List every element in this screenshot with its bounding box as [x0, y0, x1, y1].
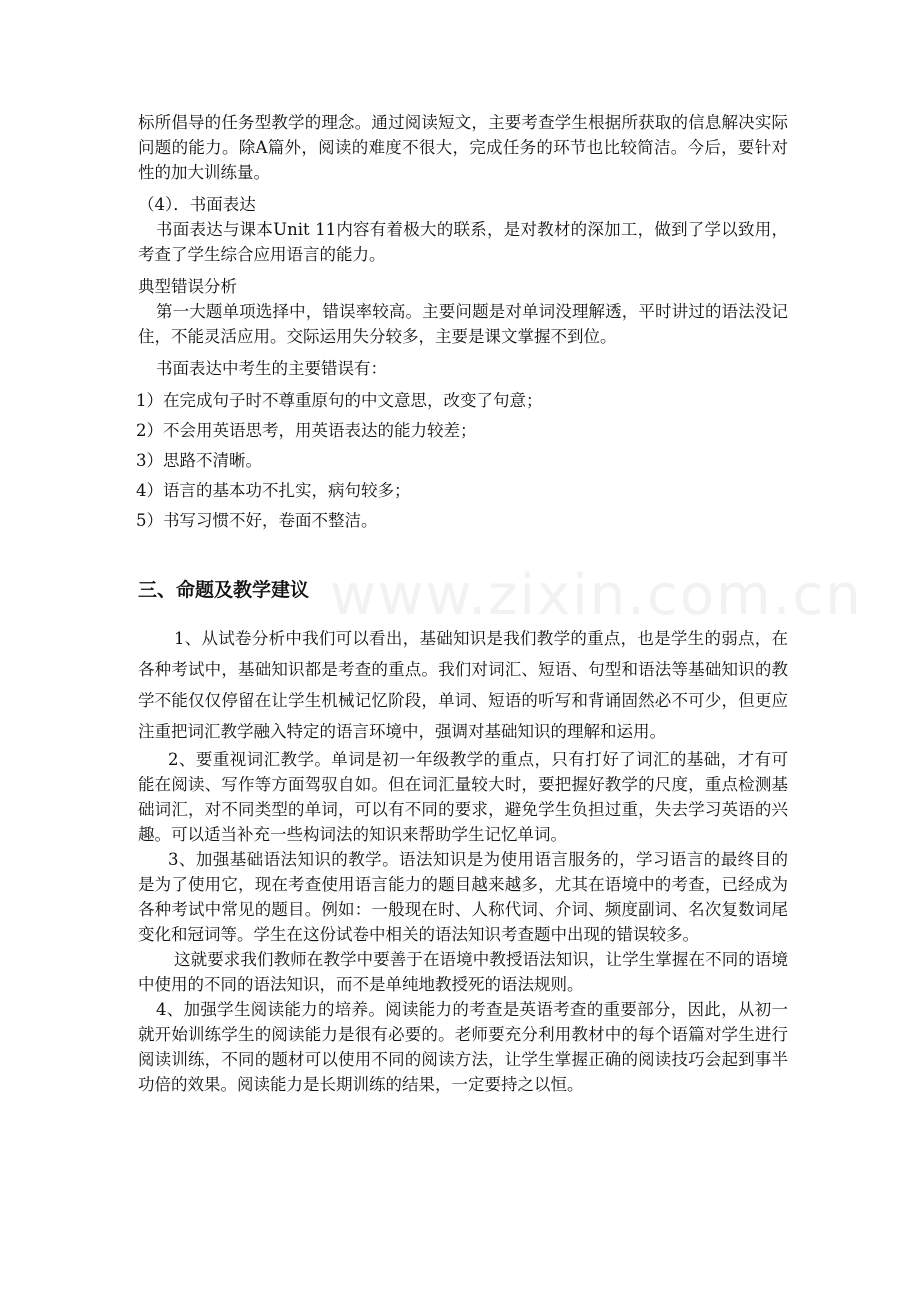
- list-item: 3）思路不清晰。: [136, 451, 262, 470]
- suggestion-paragraph: 3、加强基础语法知识的教学。语法知识是为使用语言服务的，学习语言的最终目的是为了使用它，现在考查使用语言能力的题目越来越多，尤其在语境中的考查，已经成为各种考试中常见的题目。例如：一般现在时、人称代词、介词、频度副词、名次复数词尾变化和冠词等。学生在这份试卷中相关的语法知识考查题中出现的错误较多。: [138, 850, 788, 944]
- suggestion-paragraph: 4、加强学生阅读能力的培养。阅读能力的考查是英语考查的重要部分，因此，从初一就开始训练学生的阅读能力是很有必要的。老师要充分利用教材中的每个语篇对学生进行阅读训练，不同的题材可以使用不同的阅读方法，让学生掌握正确的阅读技巧会起到事半功倍的效果。阅读能力是长期训练的结果，一定要持之以恒。: [138, 1000, 788, 1094]
- suggestion-paragraph: 1、从试卷分析中我们可以看出，基础知识是我们教学的重点，也是学生的弱点，在各种考试中，基础知识都是考查的重点。我们对词汇、短语、句型和语法等基础知识的教学不能仅仅停留在让学生机械记忆阶段，单词、短语的听写和背诵固然必不可少，但更应注重把词汇教学融入特定的语言环境中，强调对基础知识的理解和运用。: [138, 629, 788, 741]
- section3-heading: 三、命题及教学建议: [138, 579, 310, 601]
- error-analysis-text: 第一大题单项选择中，错误率较高。主要问题是对单词没理解透，平时讲过的语法没记住，不能灵活应用。交际运用失分较多，主要是课文掌握不到位。: [138, 302, 788, 346]
- watermark-text: www.zixin.com.cn: [330, 563, 863, 628]
- list-item: 4）语言的基本功不扎实，病句较多；: [136, 481, 411, 500]
- writing-errors-intro: 书面表达中考生的主要错误有：: [156, 359, 387, 378]
- section4-title: （4）．书面表达: [138, 195, 256, 214]
- suggestion-paragraph: 这就要求我们教师在教学中要善于在语境中教授语法知识，让学生掌握在不同的语境中使用的不同的语法知识，而不是单纯地教授死的语法规则。: [138, 950, 788, 994]
- error-analysis-title: 典型错误分析: [138, 277, 237, 296]
- list-item: 2）不会用英语思考，用英语表达的能力较差；: [136, 421, 477, 440]
- top-paragraph: 标所倡导的任务型教学的理念。通过阅读短文，主要考查学生根据所获取的信息解决实际问题的能力。除A篇外，阅读的难度不很大，完成任务的环节也比较简洁。今后，要针对性的加大训练量。: [138, 113, 788, 182]
- suggestion-paragraph: 2、要重视词汇教学。单词是初一年级教学的重点，只有打好了词汇的基础，才有可能在阅读、写作等方面驾驭自如。但在词汇量较大时，要把握好教学的尺度，重点检测基础词汇，对不同类型的单词，可以有不同的要求，避免学生负担过重，失去学习英语的兴趣。可以适当补充一些构词法的知识来帮助学生记忆单词。: [138, 750, 788, 844]
- section4-text: 书面表达与课本Unit 11内容有着极大的联系，是对教材的深加工，做到了学以致用，考查了学生综合应用语言的能力。: [138, 220, 788, 264]
- document-page: [138, 110, 788, 1097]
- list-item: 1）在完成句子时不尊重原句的中文意思，改变了句意；: [136, 391, 543, 410]
- writing-errors-list: [136, 388, 788, 533]
- list-item: 5）书写习惯不好，卷面不整洁。: [136, 511, 378, 530]
